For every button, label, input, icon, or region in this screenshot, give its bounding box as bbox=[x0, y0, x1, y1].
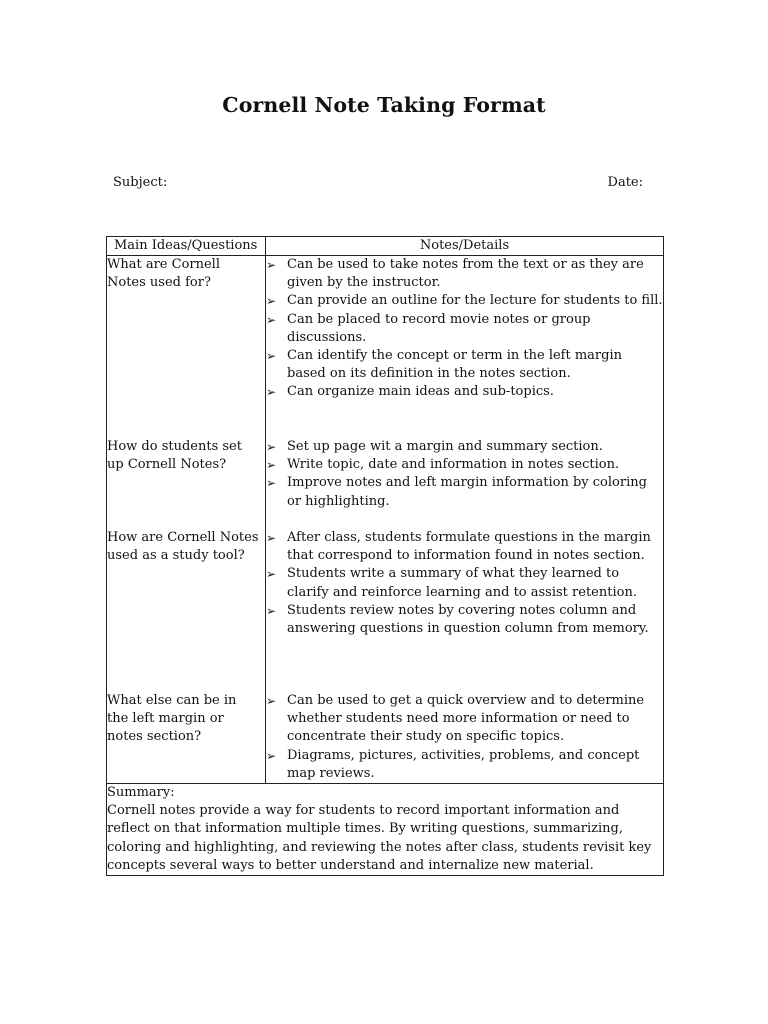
arrowhead-bullet-icon: ➢ bbox=[266, 312, 277, 327]
arrowhead-bullet-icon: ➢ bbox=[266, 458, 277, 473]
summary-label: Summary: bbox=[107, 785, 175, 800]
list-item: ➢ Can be used to take notes from the text or as they are given by the instructor. bbox=[266, 257, 644, 291]
list-item: ➢ Can be placed to record movie notes or group discussions. bbox=[266, 311, 591, 345]
date-label: Date: bbox=[607, 175, 643, 190]
arrowhead-bullet-icon: ➢ bbox=[266, 440, 277, 454]
arrowhead-bullet-icon: ➢ bbox=[266, 385, 277, 400]
list-item: ➢ Write topic, date and information in notes section. bbox=[266, 456, 663, 474]
list-item: ➢ Students write a summary of what they learned to clarify and reinforce learning and to assist retention. bbox=[266, 566, 637, 600]
notes-column bbox=[266, 256, 664, 784]
arrowhead-bullet-icon: ➢ bbox=[266, 531, 277, 545]
arrowhead-bullet-icon: ➢ bbox=[266, 349, 277, 364]
notes-block bbox=[266, 438, 663, 529]
subject-label: Subject: bbox=[113, 175, 168, 190]
arrowhead-bullet-icon: ➢ bbox=[266, 294, 277, 309]
list-item: ➢ Improve notes and left margin information by coloring or highlighting. bbox=[266, 475, 647, 509]
arrowhead-bullet-icon: ➢ bbox=[266, 258, 277, 272]
arrowhead-bullet-icon: ➢ bbox=[266, 694, 277, 708]
summary-text: Cornell notes provide a way for students to record important information and reflect on that information multiple times. By writing questions, summarizing, coloring and highlighting, and reviewing the notes after class, students revisit key concepts several ways to better understand and internalize new material. bbox=[107, 803, 652, 873]
arrowhead-bullet-icon: ➢ bbox=[266, 476, 277, 491]
list-item: ➢ Students review notes by covering notes column and answering questions in question column from memory. bbox=[266, 602, 649, 637]
summary-cell bbox=[107, 784, 664, 876]
list-item: ➢ Can organize main ideas and sub-topics. bbox=[266, 383, 663, 401]
notes-block bbox=[266, 529, 663, 692]
list-item: ➢ Can be used to get a quick overview and to determine whether students need more information or need to concentrate their study on specific topics. bbox=[266, 693, 645, 745]
list-item: ➢ Diagrams, pictures, activities, problems, and concept map reviews. bbox=[266, 747, 640, 781]
question-item: How are Cornell Notes used as a study tool? bbox=[107, 530, 259, 564]
page-title: Cornell Note Taking Format bbox=[222, 93, 546, 117]
list-item: ➢ After class, students formulate questions in the margin that correspond to information found in notes section. bbox=[266, 530, 651, 564]
question-item: How do students set up Cornell Notes? bbox=[107, 439, 242, 473]
header-notes-details: Notes/Details bbox=[266, 237, 664, 256]
table-header-row bbox=[107, 237, 664, 256]
question-item: What are Cornell Notes used for? bbox=[107, 257, 221, 291]
question-item: What else can be in the left margin or notes section? bbox=[107, 693, 237, 745]
arrowhead-bullet-icon: ➢ bbox=[266, 748, 277, 763]
questions-column bbox=[107, 256, 266, 784]
list-item: ➢ Can provide an outline for the lecture for students to fill. bbox=[266, 292, 663, 310]
summary-row bbox=[107, 784, 664, 876]
table-body-row bbox=[107, 256, 664, 784]
header-main-ideas: Main Ideas/Questions bbox=[107, 237, 266, 256]
list-item: ➢ Can identify the concept or term in the left margin based on its definition in the notes section. bbox=[266, 348, 622, 382]
list-item: ➢ Set up page wit a margin and summary section. bbox=[266, 438, 663, 456]
notes-block bbox=[266, 692, 663, 783]
arrowhead-bullet-icon: ➢ bbox=[266, 603, 277, 618]
notes-block bbox=[266, 256, 663, 438]
cornell-notes-table bbox=[106, 236, 664, 876]
arrowhead-bullet-icon: ➢ bbox=[266, 567, 277, 582]
